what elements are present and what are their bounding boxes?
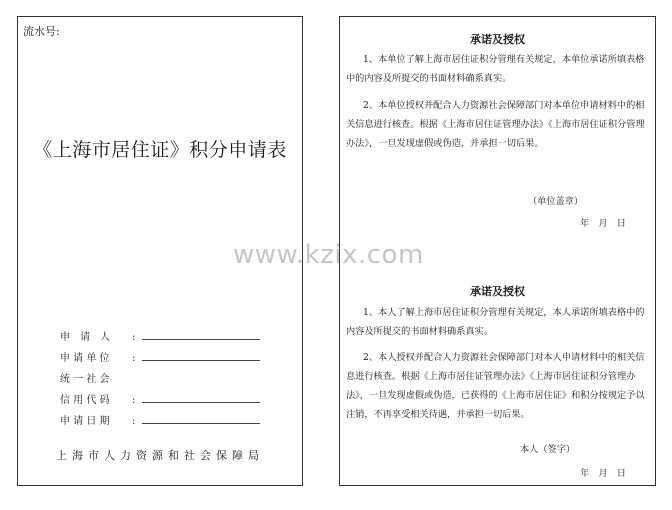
field-apply-date: 申 请 日 期 : — [60, 406, 300, 427]
field-label: 申 请 日 期 — [60, 416, 110, 427]
field-label: 申 请 人 — [60, 332, 110, 343]
site-watermark: www.kzix.com — [233, 240, 424, 270]
unit-date-label: 年 月 日 — [580, 218, 626, 229]
personal-pledge-title: 承诺及授权 — [470, 285, 525, 298]
fill-line[interactable] — [142, 414, 260, 424]
fill-line[interactable] — [142, 351, 260, 361]
form-title: 《上海市居住证》积分申请表 — [33, 139, 287, 161]
issuing-bureau: 上海市人力资源和社会保障局 — [56, 449, 264, 462]
unit-pledge-para-2: 2、本单位授权并配合人力资源社会保障部门对本单位申请材料中的相关信息进行核查。根据《上海市居住证管理办法》《上海市居住证积分管理办法》，一旦发现虚假或伪造，并承担一切后果。 — [346, 100, 645, 149]
field-label: 统 一 社 会 — [60, 374, 110, 385]
field-credit-code-line1 — [60, 364, 300, 385]
personal-pledge-para-1: 1、本人了解上海市居住证积分管理有关规定，本人承诺所填表格中的内容及所提交的书面材料确系真实。 — [346, 307, 645, 337]
applicant-fields — [60, 322, 300, 427]
field-credit-code: 信 用 代 码 : — [60, 385, 300, 406]
personal-pledge-para-2: 2、本人授权并配合人力资源社会保障部门对本人申请材料中的相关信息进行核查。根据《上海市居住证管理办法》《上海市居住证积分管理办法》，一旦发现虚假或伪造，已获得的《上海市居住证》和积分按规定予以注销，不再享受相关待遇，并承担一切后果。 — [346, 352, 645, 420]
unit-pledge-para-1: 1、本单位了解上海市居住证积分管理有关规定，本单位承诺所填表格中的内容及所提交的书面材料确系真实。 — [346, 54, 645, 84]
field-company: 申 请 单 位 : — [60, 343, 300, 364]
unit-seal-label: （单位盖章） — [528, 196, 584, 207]
fill-line[interactable] — [142, 330, 260, 340]
personal-date-label: 年 月 日 — [580, 468, 626, 479]
fill-line[interactable] — [142, 393, 260, 403]
unit-pledge-title: 承诺及授权 — [470, 33, 525, 46]
serial-number-label: 流水号: — [23, 25, 60, 38]
field-label: 信 用 代 码 — [60, 395, 110, 406]
field-applicant: 申 请 人 : — [60, 322, 300, 343]
field-label: 申 请 单 位 — [60, 353, 110, 364]
personal-sign-label: 本人（签字） — [520, 444, 576, 455]
